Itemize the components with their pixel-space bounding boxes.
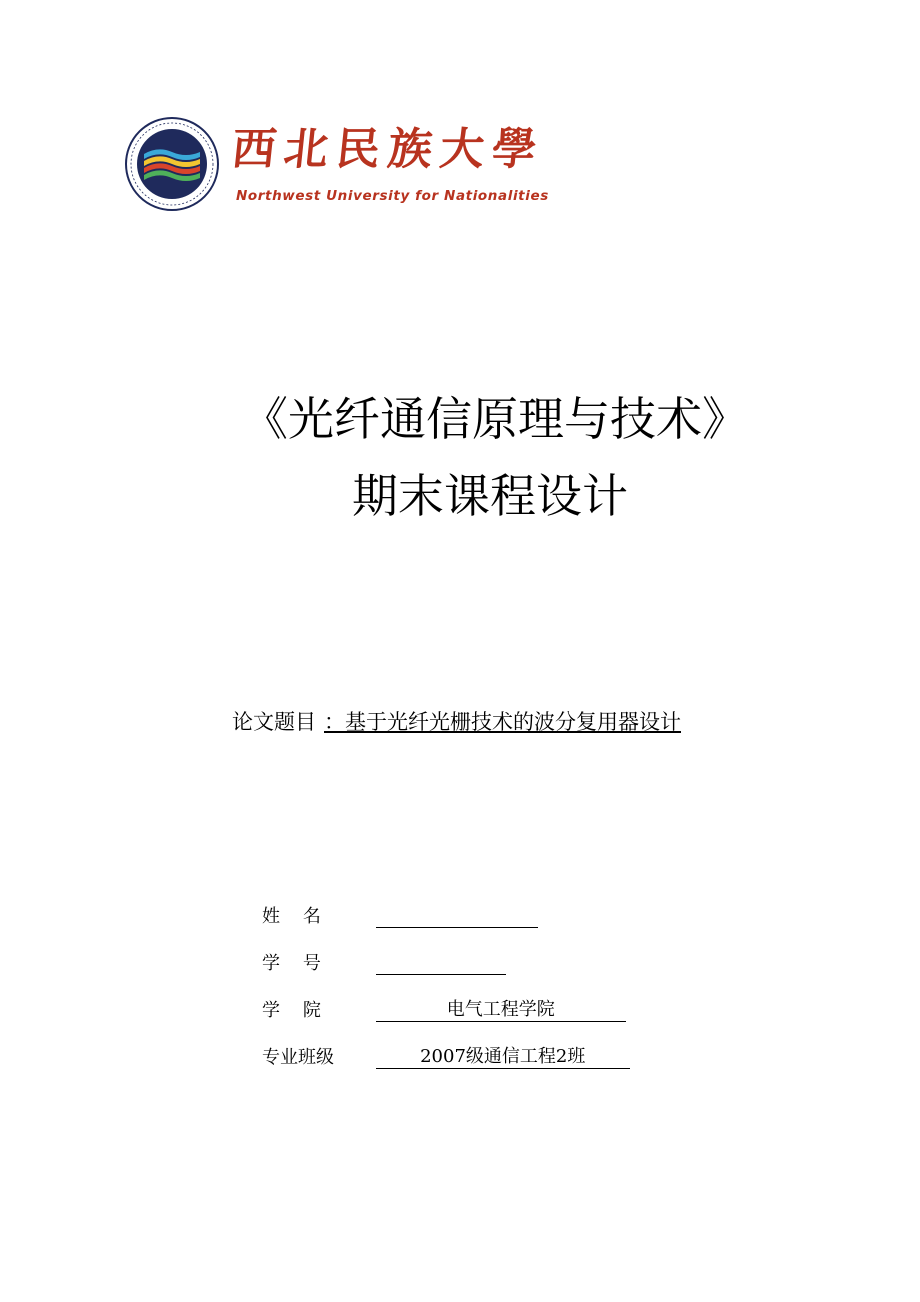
university-header <box>120 112 549 216</box>
field-value-name <box>376 907 538 928</box>
university-name-cn: 西北民族大學 <box>229 124 547 175</box>
thesis-topic-label: 论文题目 <box>232 710 316 734</box>
field-label: 姓 名 <box>262 906 321 927</box>
thesis-topic-colon: ： <box>324 710 345 734</box>
field-name-row <box>262 902 538 928</box>
field-label: 专业班级 <box>262 1047 334 1068</box>
course-title: 《光纤通信原理与技术》 <box>242 392 748 446</box>
course-subtitle: 期末课程设计 <box>352 469 628 523</box>
field-student-id-row <box>262 949 506 975</box>
field-value-college: 电气工程学院 <box>376 999 626 1022</box>
thesis-topic-value: 基于光纤光栅技术的波分复用器设计 <box>345 710 681 734</box>
field-label: 学 号 <box>262 953 321 974</box>
field-label: 学 院 <box>262 1000 321 1021</box>
field-value-class: 2007级通信工程2班 <box>376 1046 630 1069</box>
field-college-row <box>262 996 626 1022</box>
thesis-topic <box>232 706 681 736</box>
university-name-en: Northwest University for Nationalities <box>236 188 549 204</box>
university-seal-icon <box>124 116 220 212</box>
field-class-row <box>262 1043 630 1069</box>
field-value-student-id <box>376 954 506 975</box>
